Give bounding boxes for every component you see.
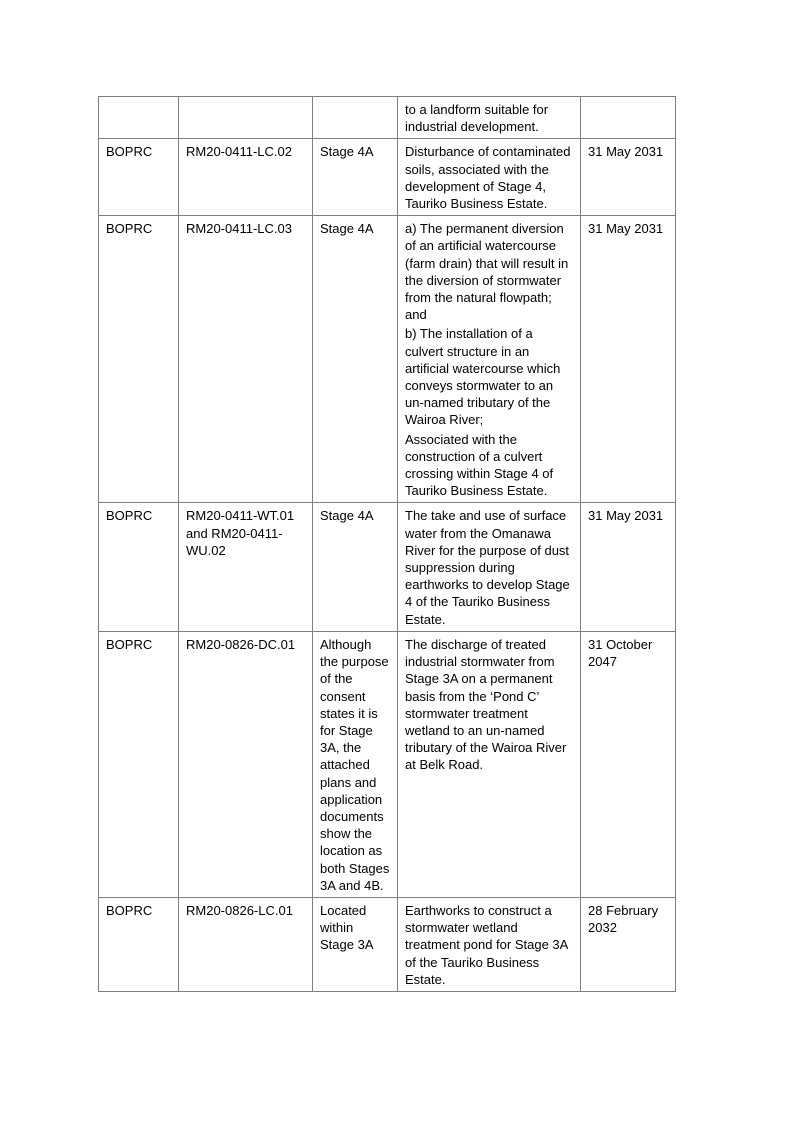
description-cell [398,97,581,139]
authority-cell [99,97,179,139]
consent-number-cell: RM20-0826-LC.01 [179,897,313,991]
description-paragraph: b) The installation of a culvert structure in an artificial watercourse which conveys stormwater to an un-named tributary of the Wairoa River; [405,326,561,428]
stage-cell: Although the purpose of the consent states it is for Stage 3A, the attached plans and application documents show the location as both Stages 3A and 4B. [313,631,398,897]
stage-cell: Stage 4A [313,139,398,216]
description-paragraph: Earthworks to construct a stormwater wetland treatment pond for Stage 3A of the Tauriko Business Estate. [405,902,568,987]
description-paragraph: The take and use of surface water from the Omanawa River for the purpose of dust suppression during earthworks to develop Stage 4 of the Tauriko Business Estate. [405,508,570,627]
description-paragraph: to a landform suitable for industrial development. [405,102,549,135]
authority-cell: BOPRC [99,897,179,991]
expiry-cell: 31 May 2031 [581,503,676,631]
expiry-cell: 28 February 2032 [581,897,676,991]
consent-number-cell: RM20-0826-DC.01 [179,631,313,897]
description-paragraph: Disturbance of contaminated soils, associated with the development of Stage 4, Tauriko Business Estate. [405,144,571,212]
consent-number-cell: RM20-0411-LC.03 [179,216,313,503]
consent-number-cell: RM20-0411-LC.02 [179,139,313,216]
description-cell [398,631,581,897]
stage-cell [313,97,398,139]
description-paragraph: a) The permanent diversion of an artificial watercourse (farm drain) that will result in the diversion of stormwater from the natural flowpath; and [405,221,569,323]
description-cell [398,503,581,631]
description-cell [398,216,581,503]
expiry-cell: 31 May 2031 [581,139,676,216]
stage-cell: Stage 4A [313,503,398,631]
table-row [99,139,676,216]
table-row [99,216,676,503]
expiry-cell [581,97,676,139]
authority-cell: BOPRC [99,631,179,897]
authority-cell: BOPRC [99,503,179,631]
stage-cell: Located within Stage 3A [313,897,398,991]
table-row [99,631,676,897]
description-paragraph: The discharge of treated industrial stormwater from Stage 3A on a permanent basis from the ‘Pond C’ stormwater treatment wetland to an un-named tributary of the Wairoa River at Belk Road. [405,636,567,773]
description-paragraph: Associated with the construction of a culvert crossing within Stage 4 of Tauriko Business Estate. [405,431,554,499]
table-row [99,897,676,991]
expiry-cell: 31 May 2031 [581,216,676,503]
description-cell [398,897,581,991]
authority-cell: BOPRC [99,216,179,503]
description-cell [398,139,581,216]
consent-number-cell [179,97,313,139]
consent-number-cell: RM20-0411-WT.01 and RM20-0411-WU.02 [179,503,313,631]
table-row [99,97,676,139]
consents-table [98,96,676,992]
authority-cell: BOPRC [99,139,179,216]
table-row [99,503,676,631]
stage-cell: Stage 4A [313,216,398,503]
expiry-cell: 31 October 2047 [581,631,676,897]
